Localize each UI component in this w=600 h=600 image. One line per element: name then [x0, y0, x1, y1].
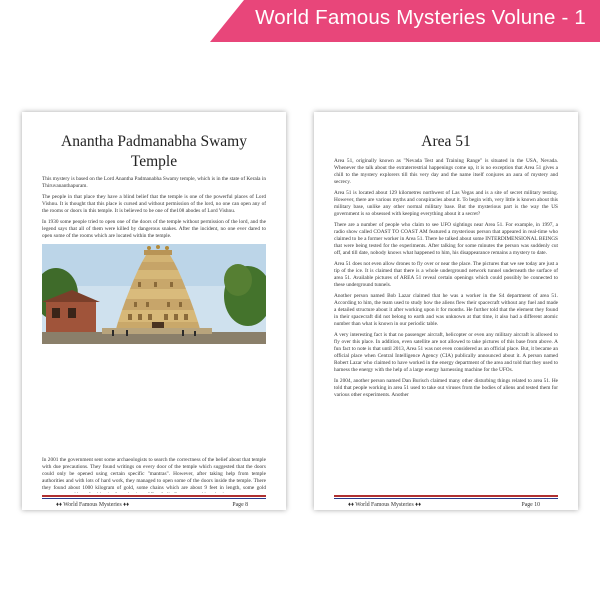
page-content: [42, 132, 266, 346]
paragraph: In 2001 the government sent some archaeologists to search the correctness of the belief about that temple with due precautions. They found writings on every door of the temple which suggested that the doors could only be opened using certain specific "mantras". However, after taking help from temple authorities and with lots of hard work, they managed to open some of the doors inside the temple. There they found about 1000 kilogram of gold, some chains which are about 9 feet in length, some gold: [42, 457, 266, 491]
footer-rule-red: [334, 495, 558, 497]
paragraph: In 2004, another person named Dan Burisch claimed many other disturbing things related to area 51. He told that people working in area 51 used to take out viruses from the bodies of aliens and tested them for various other experiments. Another: [334, 378, 558, 398]
temple-photo: [42, 244, 266, 344]
paragraph: Area 51 is located about 129 kilometres northwest of Las Vegas and is a site of secret military testing. However, there are various myths and conspiracies about it. To begin with, very little is known about this military base, unlike any other normal military base. But the mysterious part is the way the US government is so obsessed with keeping everything about it a secret?: [334, 190, 558, 217]
paragraph: Another person named Bob Lazar claimed that he was a worker in the S4 department of area 51. According to him, the team used to study how the aliens flew their spacecraft without any fuel and made a detailed structure about it after working upon it for months. He further told that the element they found in their spacecraft did not belong to earth and was unknown at that time, it also had a different atomic number than what is known in our periodic table.: [334, 293, 558, 327]
page-number: Page 10: [521, 502, 540, 508]
page-bottom-text: [42, 457, 266, 493]
footer-rule-red: [42, 495, 266, 497]
page-number: Page 8: [232, 502, 248, 508]
book-page-left: [22, 112, 286, 510]
footer-rule-blue: [42, 498, 266, 499]
paragraph: The people in that place they have a blind belief that the temple is one of the powerful places of Lord Vishnu. It is thought that this place is cursed and without permission of the lord, no one can open any of the rooms or doors in this temple. It is believed to be one of the108 abodes of Lord Vishnu.: [42, 194, 266, 214]
page-title: Area 51: [421, 133, 471, 150]
paragraph: Area 51, originally known as "Nevada Test and Training Range" is situated in the USA, Nevada. Whenever the talk about the extraterrestrial happenings come up, it is no exception that Area 51 gives a chill to the mystery explorers till this very day and the name itself conjures an aura of mystery and secrecy.: [334, 158, 558, 185]
page-title-line2: Temple: [130, 153, 178, 170]
page-title: [42, 132, 266, 172]
footer-book-title: ♦♦ World Famous Mysteries ♦♦: [56, 502, 130, 508]
page-title-line1: Anantha Padmanabha Swamy: [61, 133, 247, 150]
page-footer: [334, 500, 558, 510]
banner-title: World Famous Mysteries Volune - 1: [255, 6, 586, 29]
paragraph: This mystery is based on the Lord Anantha Padmanabha Swamy temple, which is in the state of Kerala in Thiruvananthapuram.: [42, 176, 266, 189]
paragraph: In 1930 some people tried to open one of the doors of the temple without permission of the lord, and the legend says that all of them were killed by dangerous snakes. After the incident, no one ever dared to open some of the rooms which are located within the temple.: [42, 219, 266, 239]
footer-book-title: ♦♦ World Famous Mysteries ♦♦: [348, 502, 422, 508]
paragraph: A very interesting fact is that no passenger aircraft, helicopter or even any military aircraft is allowed to fly over this place. In addition, even satellite are not allowed to take pictures of this base from above. A fun fact to note is that until 2013, Area 51 was not even considered as an official place. But, it became an official place when Central Intelligence Agency (CIA) publically announced about it. A person named Robert Lazar who claimed to have worked in the energy department of the area and told that they used to harness the energy with the help of a large energy harnessing machine for the UFOs.: [334, 332, 558, 373]
page-content: [334, 132, 558, 403]
footer-rule-blue: [334, 498, 558, 499]
page-footer: [42, 500, 266, 510]
book-page-right: [314, 112, 578, 510]
temple-illustration: [42, 244, 266, 344]
paragraph: There are a number of people who claim to see UFO sightings near Area 51. For example, in 1997, a radio show called COAST TO COAST AM featured a mysterious person that appeared in real-time who claimed to be a former worker in Area 51. There he talked about some INTERDIMENSIONAL BEINGS that were being tested for the experiments. After talking for some minutes the person was suddenly cut off, and till date, nobody knows what happened to him, his disappearance remains a mystery to date.: [334, 222, 558, 256]
paragraph: Area 51 does not even allow drones to fly over or near the place. The pictures that we see today are just a tip of the ice. It is claimed that there is a whole underground network tunnel underneath the surface of area 51. Available pictures of AREA 51 reveal certain openings which could possibly be connected to these underground tunnels.: [334, 261, 558, 288]
